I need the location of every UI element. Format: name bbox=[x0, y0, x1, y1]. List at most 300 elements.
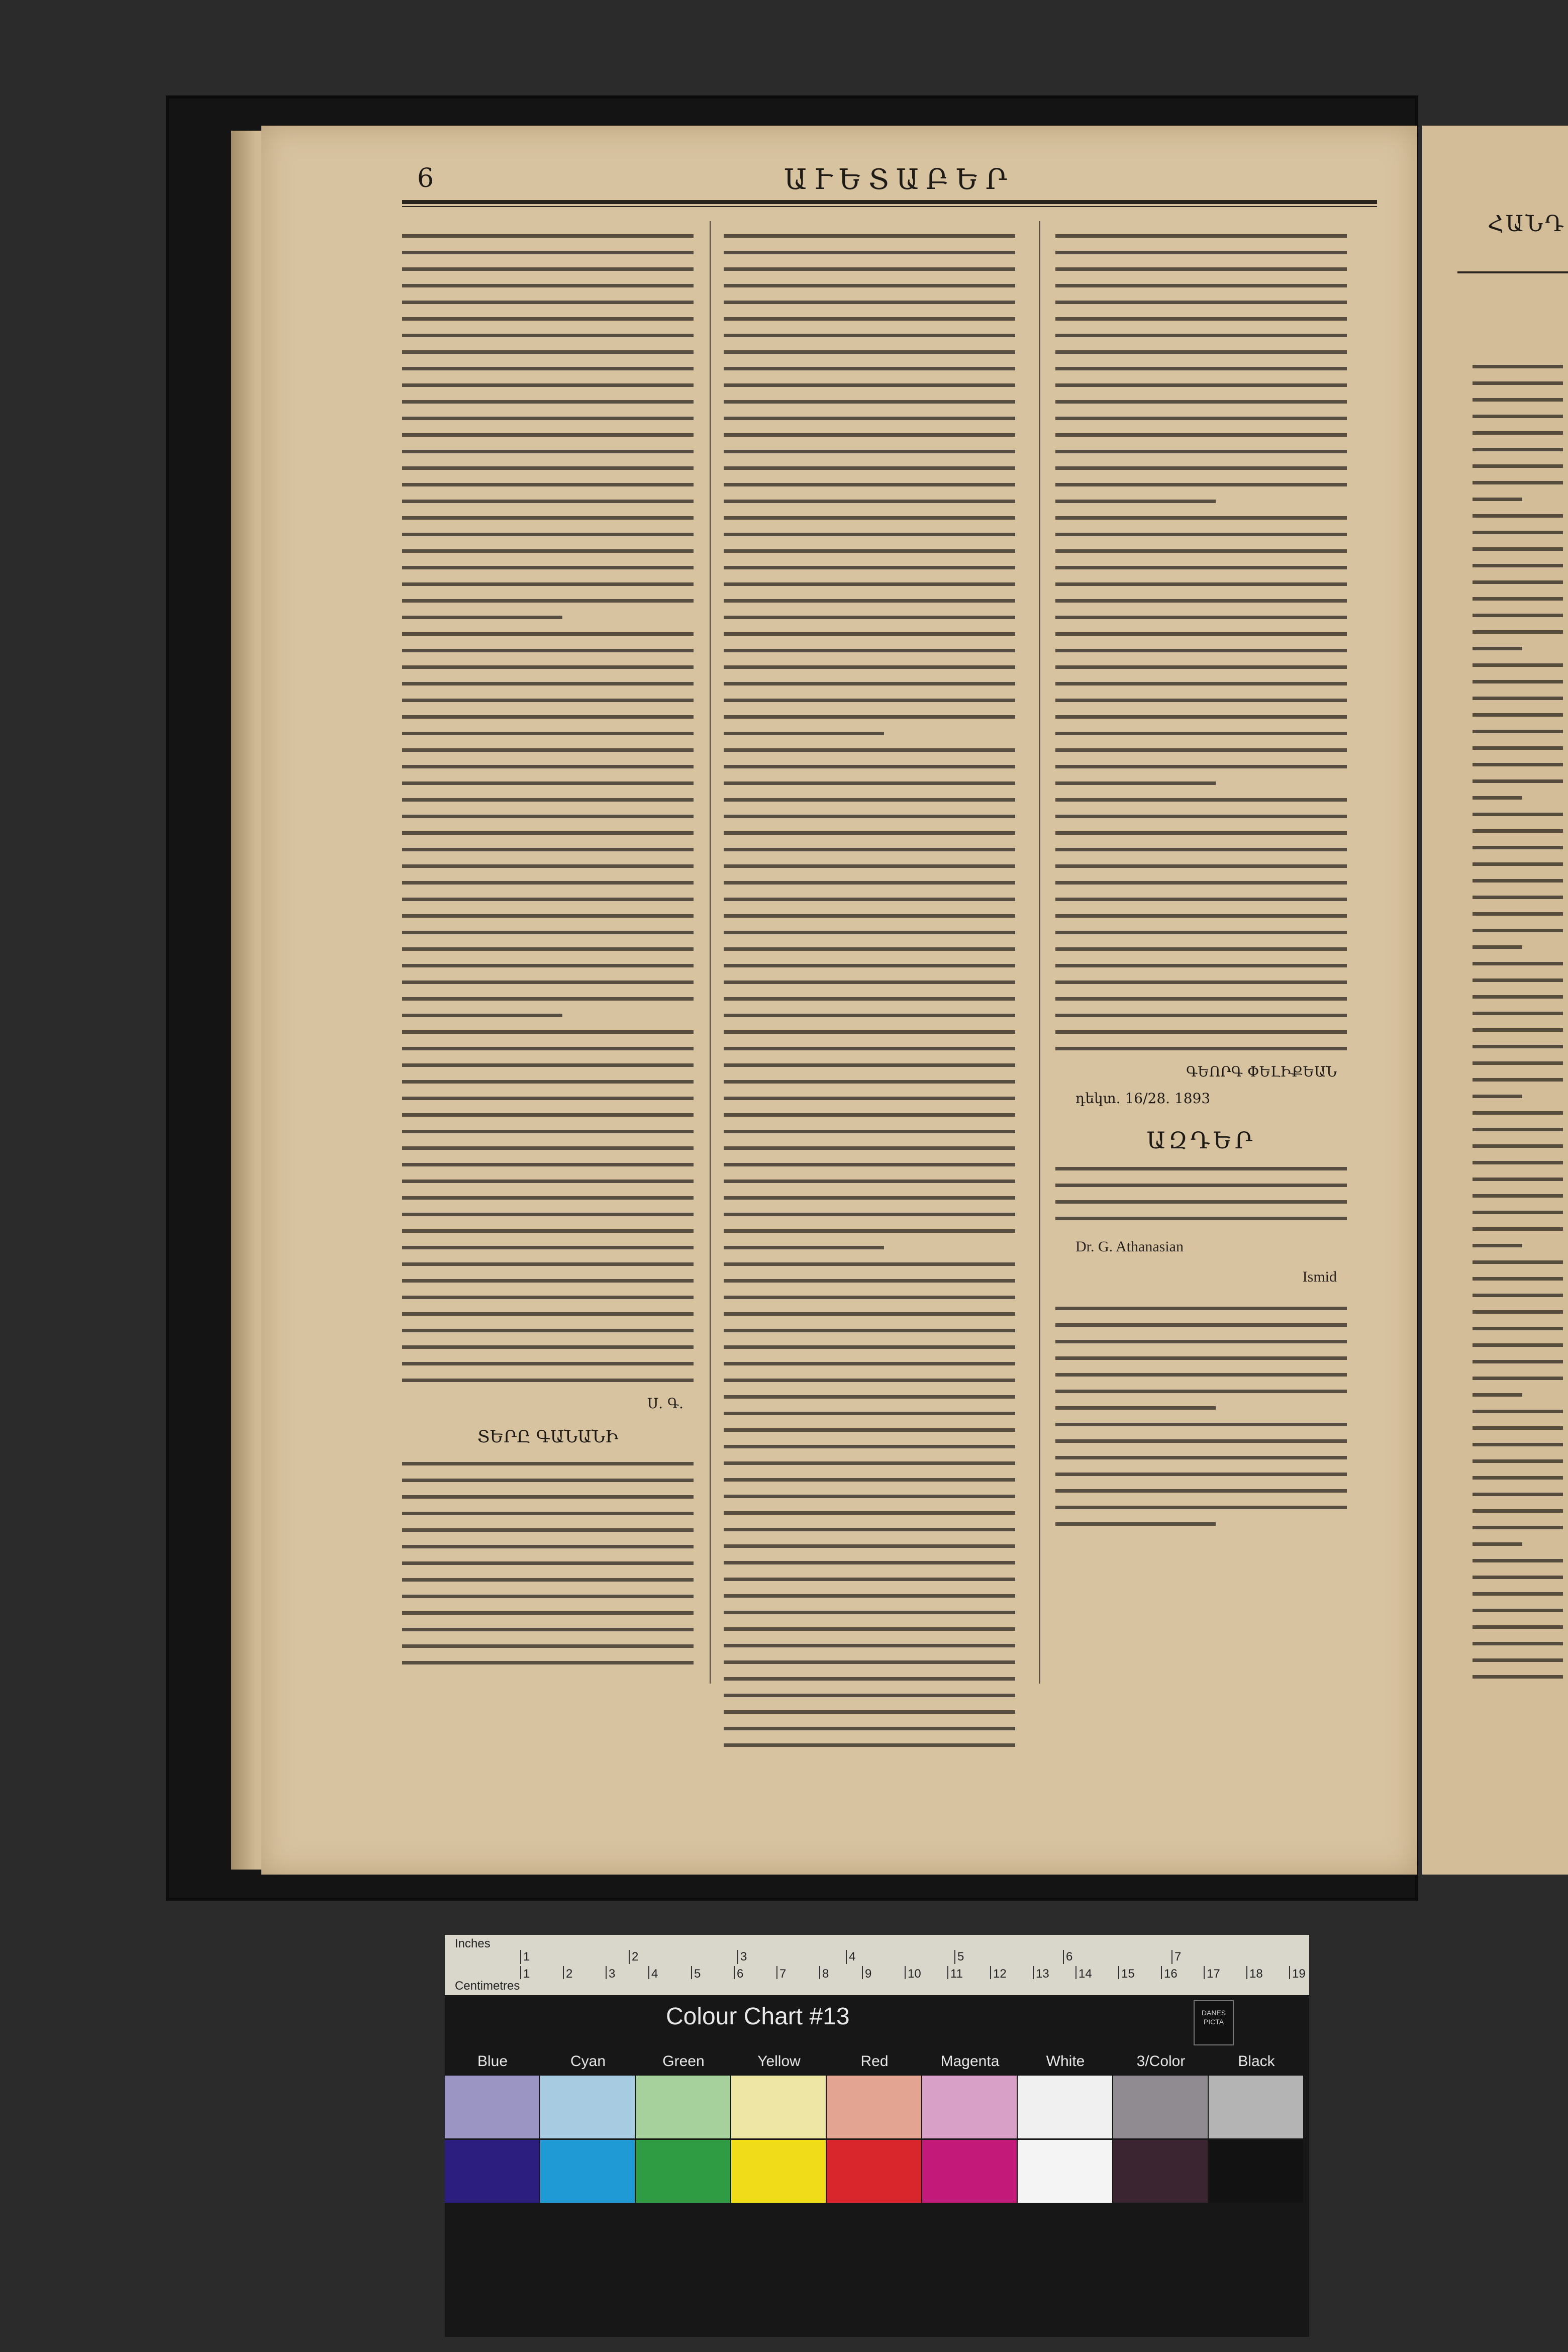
ruler-inch-number: 5 bbox=[957, 1950, 964, 1964]
text-line bbox=[1473, 1310, 1563, 1314]
ruler-tick bbox=[1075, 1966, 1076, 1979]
patch-label: Yellow bbox=[757, 2053, 801, 2070]
ruler-cm-number: 13 bbox=[1036, 1967, 1049, 1981]
text-line bbox=[724, 864, 1015, 868]
text-line bbox=[402, 1312, 694, 1316]
text-line bbox=[1055, 665, 1347, 669]
text-line bbox=[1473, 514, 1563, 518]
text-line bbox=[1473, 614, 1563, 617]
text-line bbox=[1055, 947, 1347, 951]
facing-page-text bbox=[1473, 352, 1563, 1692]
text-line bbox=[402, 417, 694, 420]
ruler-tick bbox=[947, 1966, 948, 1979]
text-line bbox=[402, 582, 694, 586]
page-number: 6 bbox=[417, 163, 434, 193]
text-line bbox=[1055, 582, 1347, 586]
text-line bbox=[1473, 1028, 1563, 1032]
text-line bbox=[724, 549, 1015, 553]
text-line bbox=[402, 1329, 694, 1332]
address-line bbox=[1055, 1263, 1347, 1294]
text-line bbox=[1473, 1061, 1563, 1065]
text-line bbox=[402, 765, 694, 768]
text-line bbox=[402, 1213, 694, 1216]
text-line bbox=[724, 1594, 1015, 1598]
text-line bbox=[1473, 1675, 1563, 1679]
news-section-title: ԱԶԴԵՐ bbox=[1146, 1127, 1256, 1154]
text-line bbox=[402, 881, 694, 885]
text-line bbox=[1473, 1211, 1563, 1214]
text-line bbox=[1055, 931, 1347, 934]
ruler-tick bbox=[737, 1950, 738, 1964]
text-line bbox=[724, 1113, 1015, 1117]
text-line bbox=[1055, 1047, 1347, 1050]
text-line bbox=[724, 1246, 884, 1249]
text-line bbox=[1055, 1522, 1216, 1526]
text-line bbox=[402, 1362, 694, 1365]
text-line bbox=[724, 1345, 1015, 1349]
text-line bbox=[1055, 1456, 1347, 1459]
text-line bbox=[1055, 301, 1347, 304]
text-line bbox=[724, 301, 1015, 304]
article-signature: ԳԵՈՐԳ ՓԵԼԻՔԵԱՆ bbox=[1186, 1063, 1337, 1080]
text-line bbox=[1055, 815, 1347, 818]
ruler-tick bbox=[990, 1966, 991, 1979]
text-line bbox=[1473, 1592, 1563, 1596]
text-line bbox=[724, 1312, 1015, 1316]
text-line bbox=[402, 1611, 694, 1615]
text-line bbox=[1473, 929, 1563, 932]
text-line bbox=[402, 1113, 694, 1117]
text-line bbox=[1055, 1323, 1347, 1327]
text-line bbox=[1473, 862, 1563, 866]
text-line bbox=[1473, 1393, 1522, 1397]
text-line bbox=[1473, 531, 1563, 534]
text-line bbox=[1055, 1184, 1347, 1187]
text-line bbox=[402, 317, 694, 321]
text-line bbox=[724, 1196, 1015, 1200]
text-line bbox=[1473, 846, 1563, 849]
header-rule bbox=[402, 200, 1377, 204]
text-line bbox=[1473, 1658, 1563, 1662]
colour-patch-dark bbox=[540, 2140, 635, 2203]
text-line bbox=[724, 665, 1015, 669]
text-line bbox=[402, 931, 694, 934]
text-line bbox=[1055, 682, 1347, 685]
colour-patch-light bbox=[1113, 2076, 1208, 2138]
text-line bbox=[724, 1611, 1015, 1614]
text-line bbox=[402, 665, 694, 669]
text-line bbox=[1055, 1356, 1347, 1360]
text-line bbox=[724, 1412, 1015, 1415]
ruler-cm-number: 8 bbox=[822, 1967, 829, 1981]
colour-patch-dark bbox=[636, 2140, 730, 2203]
text-line bbox=[402, 1462, 694, 1465]
text-line bbox=[402, 1196, 694, 1200]
text-line bbox=[402, 450, 694, 453]
text-line bbox=[724, 1660, 1015, 1664]
text-line bbox=[1473, 962, 1563, 965]
ruler-cm-number: 11 bbox=[950, 1967, 963, 1981]
text-line bbox=[402, 284, 694, 287]
text-line bbox=[1055, 599, 1347, 603]
text-line bbox=[724, 1561, 1015, 1564]
text-line bbox=[402, 549, 694, 553]
text-line bbox=[724, 234, 1015, 238]
text-line bbox=[1055, 251, 1347, 254]
text-line bbox=[724, 815, 1015, 818]
text-line bbox=[1473, 1526, 1563, 1529]
text-line bbox=[724, 1544, 1015, 1548]
text-line bbox=[1055, 267, 1347, 271]
text-line bbox=[724, 732, 884, 735]
colour-patch-light bbox=[636, 2076, 730, 2138]
text-line bbox=[402, 1163, 694, 1166]
body-text-block bbox=[724, 234, 1015, 1747]
text-line bbox=[402, 1545, 694, 1548]
text-line bbox=[402, 400, 694, 404]
ruler-tick bbox=[954, 1950, 955, 1964]
column-3 bbox=[1055, 221, 1347, 1539]
text-line bbox=[402, 350, 694, 354]
text-line bbox=[1055, 350, 1347, 354]
text-line bbox=[1473, 415, 1563, 418]
text-line bbox=[1055, 549, 1347, 553]
text-line bbox=[724, 1163, 1015, 1166]
text-line bbox=[1473, 1493, 1563, 1496]
text-line bbox=[1055, 798, 1347, 802]
text-line bbox=[1473, 1294, 1563, 1297]
text-line bbox=[1473, 796, 1522, 800]
colour-patch-dark bbox=[1209, 2140, 1303, 2203]
ruler-tick bbox=[1161, 1966, 1162, 1979]
text-line bbox=[1473, 746, 1563, 750]
ruler-tick bbox=[1204, 1966, 1205, 1979]
text-line bbox=[1473, 481, 1563, 484]
text-line bbox=[402, 947, 694, 951]
text-line bbox=[402, 251, 694, 254]
text-line bbox=[402, 848, 694, 851]
text-line bbox=[1055, 848, 1347, 851]
text-line bbox=[402, 1379, 694, 1382]
ruler-tick bbox=[1063, 1950, 1064, 1964]
ruler-tick bbox=[846, 1950, 847, 1964]
ruler-cm-number: 17 bbox=[1207, 1967, 1220, 1981]
text-line bbox=[402, 981, 694, 984]
text-line bbox=[1055, 516, 1347, 520]
text-line bbox=[724, 334, 1015, 337]
text-line bbox=[724, 914, 1015, 918]
text-line bbox=[724, 1743, 1015, 1747]
text-line bbox=[402, 1296, 694, 1299]
text-line bbox=[1473, 1443, 1563, 1446]
header-rule-thin bbox=[402, 206, 1377, 207]
text-line bbox=[1473, 1012, 1563, 1015]
text-line bbox=[402, 1146, 694, 1150]
text-line bbox=[402, 466, 694, 470]
text-line bbox=[1055, 1373, 1347, 1377]
ruler-cm-number: 16 bbox=[1164, 1967, 1178, 1981]
article-signature: Ս. Գ. bbox=[647, 1395, 683, 1412]
text-line bbox=[1055, 1406, 1216, 1410]
text-line bbox=[724, 1677, 1015, 1681]
text-line bbox=[1473, 597, 1563, 601]
text-line bbox=[402, 267, 694, 271]
patch-label: Green bbox=[662, 2053, 705, 2070]
text-line bbox=[1055, 533, 1347, 536]
facing-page-title: ՀԱՆԴ bbox=[1488, 211, 1566, 237]
ruler-tick bbox=[520, 1950, 521, 1964]
ruler-cm-label: Centimetres bbox=[455, 1979, 520, 1993]
text-line bbox=[724, 931, 1015, 934]
ruler-tick bbox=[1033, 1966, 1034, 1979]
text-line bbox=[402, 516, 694, 520]
text-line bbox=[402, 815, 694, 818]
text-line bbox=[1473, 431, 1563, 435]
text-line bbox=[1473, 912, 1563, 916]
text-line bbox=[1473, 896, 1563, 899]
text-line bbox=[402, 1229, 694, 1233]
text-line bbox=[724, 1180, 1015, 1183]
text-line bbox=[1473, 1377, 1563, 1380]
text-line bbox=[1473, 1078, 1563, 1082]
text-line bbox=[724, 516, 1015, 520]
text-line bbox=[1473, 1128, 1563, 1131]
text-line bbox=[724, 1146, 1015, 1150]
ruler-tick bbox=[520, 1966, 521, 1979]
text-line bbox=[1055, 864, 1347, 868]
text-line bbox=[402, 1495, 694, 1499]
text-line bbox=[402, 831, 694, 835]
section-title: ՏԵՐԸ ԳԱՆԱՆԻ bbox=[477, 1427, 619, 1447]
text-line bbox=[724, 848, 1015, 851]
text-line bbox=[724, 1296, 1015, 1299]
text-line bbox=[1055, 964, 1347, 967]
colour-patch-light bbox=[540, 2076, 635, 2138]
text-line bbox=[1055, 898, 1347, 901]
text-line bbox=[1055, 981, 1347, 984]
text-line bbox=[724, 981, 1015, 984]
text-line bbox=[402, 715, 694, 719]
text-line bbox=[724, 251, 1015, 254]
body-text-block bbox=[1055, 1307, 1347, 1526]
colour-patch-light bbox=[1018, 2076, 1112, 2138]
ruler-cm-number: 3 bbox=[609, 1967, 616, 1981]
text-line bbox=[724, 466, 1015, 470]
patch-label: White bbox=[1046, 2053, 1085, 2070]
text-line bbox=[724, 616, 1015, 619]
text-line bbox=[402, 1578, 694, 1582]
text-line bbox=[1473, 1509, 1563, 1513]
colour-patch-dark bbox=[1113, 2140, 1208, 2203]
ruler-tick bbox=[734, 1966, 735, 1979]
text-line bbox=[402, 632, 694, 636]
text-line bbox=[1055, 1014, 1347, 1017]
text-line bbox=[724, 781, 1015, 785]
text-line bbox=[1055, 433, 1347, 437]
text-line bbox=[402, 1661, 694, 1664]
text-line bbox=[724, 715, 1015, 719]
text-line bbox=[724, 417, 1015, 420]
text-line bbox=[1055, 1340, 1347, 1343]
ruler-cm-number: 6 bbox=[737, 1967, 744, 1981]
latin-name: Dr. G. Athanasian bbox=[1075, 1238, 1184, 1255]
text-line bbox=[724, 1461, 1015, 1465]
text-line bbox=[1055, 234, 1347, 238]
column-2 bbox=[724, 221, 1015, 1760]
colour-patch-dark bbox=[731, 2140, 826, 2203]
text-line bbox=[402, 1528, 694, 1532]
text-line bbox=[724, 1727, 1015, 1730]
text-line bbox=[724, 1379, 1015, 1382]
text-line bbox=[1473, 713, 1563, 717]
text-line bbox=[402, 1246, 694, 1249]
text-line bbox=[1473, 1045, 1563, 1048]
text-line bbox=[402, 699, 694, 702]
text-line bbox=[724, 1030, 1015, 1034]
ruler-tick bbox=[648, 1966, 649, 1979]
patch-label: Cyan bbox=[570, 2053, 606, 2070]
text-line bbox=[724, 1694, 1015, 1697]
text-line bbox=[402, 1080, 694, 1084]
ruler-cm-number: 2 bbox=[566, 1967, 573, 1981]
text-line bbox=[724, 317, 1015, 321]
ruler-inches-label: Inches bbox=[455, 1937, 491, 1950]
text-line bbox=[1473, 547, 1563, 551]
ruler-inch-number: 7 bbox=[1174, 1950, 1182, 1964]
ruler-tick bbox=[862, 1966, 863, 1979]
text-line bbox=[402, 1097, 694, 1100]
text-line bbox=[724, 433, 1015, 437]
text-line bbox=[1473, 1559, 1563, 1562]
text-line bbox=[402, 1479, 694, 1482]
text-line bbox=[1055, 1307, 1347, 1310]
address-line bbox=[1055, 1233, 1347, 1263]
text-line bbox=[1055, 1217, 1347, 1220]
text-line bbox=[724, 1445, 1015, 1448]
text-line bbox=[1055, 466, 1347, 470]
text-line bbox=[1473, 1277, 1563, 1281]
ruler bbox=[445, 1935, 1309, 1995]
text-line bbox=[1055, 1439, 1347, 1443]
article-date: դեկտ. 16/28. 1893 bbox=[1075, 1090, 1211, 1107]
text-line bbox=[1055, 732, 1347, 735]
text-line bbox=[1473, 1260, 1563, 1264]
ruler-tick bbox=[819, 1966, 820, 1979]
text-line bbox=[1473, 945, 1522, 949]
text-line bbox=[402, 1130, 694, 1133]
text-line bbox=[402, 383, 694, 387]
text-line bbox=[1473, 1244, 1522, 1247]
colour-patch-dark bbox=[827, 2140, 921, 2203]
danes-picta-logo: DANES PICTA bbox=[1194, 2000, 1234, 2045]
text-line bbox=[402, 301, 694, 304]
text-line bbox=[1473, 1476, 1563, 1480]
text-line bbox=[724, 682, 1015, 685]
text-line bbox=[1055, 699, 1347, 702]
text-line bbox=[1473, 697, 1563, 700]
text-line bbox=[724, 1329, 1015, 1332]
text-line bbox=[724, 1047, 1015, 1050]
text-line bbox=[402, 898, 694, 901]
column-rule bbox=[1039, 221, 1040, 1684]
text-line bbox=[1473, 1194, 1563, 1198]
text-line bbox=[724, 632, 1015, 636]
text-line bbox=[1055, 831, 1347, 835]
patch-label: Blue bbox=[477, 2053, 508, 2070]
text-line bbox=[724, 1627, 1015, 1631]
text-line bbox=[402, 781, 694, 785]
text-line bbox=[724, 1097, 1015, 1100]
text-line bbox=[1473, 680, 1563, 683]
text-line bbox=[724, 1395, 1015, 1399]
text-line bbox=[1473, 1542, 1522, 1546]
ruler-tick bbox=[1171, 1950, 1172, 1964]
colour-patch-dark bbox=[1018, 2140, 1112, 2203]
colour-patch-dark bbox=[445, 2140, 539, 2203]
text-line bbox=[724, 500, 1015, 503]
text-line bbox=[1473, 779, 1563, 783]
text-line bbox=[1473, 1426, 1563, 1430]
text-line bbox=[1055, 632, 1347, 636]
text-line bbox=[1055, 715, 1347, 719]
column-rule bbox=[710, 221, 711, 1684]
text-line bbox=[1055, 914, 1347, 918]
text-line bbox=[724, 1644, 1015, 1647]
text-line bbox=[724, 533, 1015, 536]
text-line bbox=[1473, 498, 1522, 501]
text-line bbox=[724, 1528, 1015, 1531]
text-line bbox=[402, 334, 694, 337]
ruler-tick bbox=[563, 1966, 564, 1979]
ruler-cm-number: 12 bbox=[993, 1967, 1007, 1981]
text-line bbox=[724, 367, 1015, 370]
text-line bbox=[1055, 781, 1216, 785]
text-line bbox=[402, 1345, 694, 1349]
text-line bbox=[1473, 1161, 1563, 1164]
text-line bbox=[724, 1710, 1015, 1714]
text-line bbox=[402, 483, 694, 486]
facing-page-rule bbox=[1457, 271, 1568, 273]
ruler-cm-number: 14 bbox=[1079, 1967, 1092, 1981]
text-line bbox=[402, 997, 694, 1001]
text-line bbox=[724, 881, 1015, 885]
patch-label: Magenta bbox=[940, 2053, 1000, 2070]
text-line bbox=[1473, 663, 1563, 667]
text-line bbox=[1473, 1360, 1563, 1363]
text-line bbox=[402, 798, 694, 802]
text-line bbox=[402, 1262, 694, 1266]
text-line bbox=[724, 1063, 1015, 1067]
ruler-tick bbox=[606, 1966, 607, 1979]
text-line bbox=[724, 483, 1015, 486]
text-line bbox=[402, 533, 694, 536]
text-line bbox=[724, 898, 1015, 901]
text-line bbox=[1473, 580, 1563, 584]
ruler-tick bbox=[691, 1966, 692, 1979]
text-line bbox=[724, 748, 1015, 752]
text-line bbox=[402, 1047, 694, 1050]
text-line bbox=[402, 1512, 694, 1515]
ruler-tick bbox=[1118, 1966, 1119, 1979]
text-line bbox=[1055, 1473, 1347, 1476]
text-line bbox=[724, 1279, 1015, 1283]
ruler-cm-number: 4 bbox=[651, 1967, 658, 1981]
text-line bbox=[402, 748, 694, 752]
text-line bbox=[1055, 881, 1347, 885]
text-line bbox=[724, 1213, 1015, 1216]
ruler-inch-number: 1 bbox=[523, 1950, 530, 1964]
colour-patch-light bbox=[445, 2076, 539, 2138]
